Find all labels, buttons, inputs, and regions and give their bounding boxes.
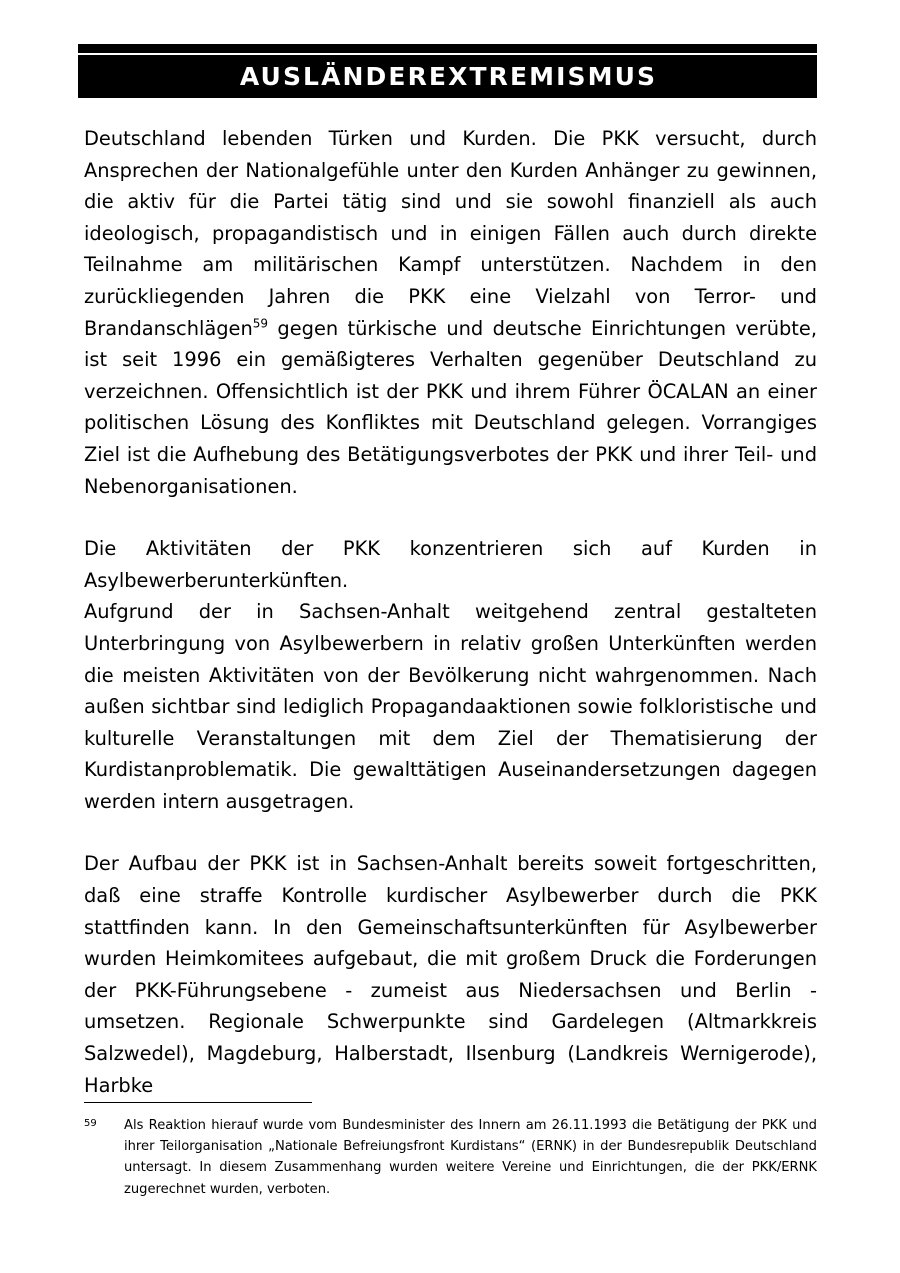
body-text-column bbox=[84, 123, 817, 1101]
paragraph-2: Die Aktivitäten der PKK konzentrieren sich auf Kurden in Asylbewerberunterkünften. bbox=[84, 537, 817, 592]
section-header-banner bbox=[78, 44, 817, 98]
footnote-text: Als Reaktion hierauf wurde vom Bundesminister des Innern am 26.11.1993 die Betätigung der PKK und ihrer Teilorganisation „Nationale Befreiungsfront Kurdistans“ (ERNK) in der Bundesrepublik Deutschland untersagt. In diesem Zusammenhang wurden weitere Vereine und Einrichtungen, die der PKK/ERNK zugerechnet wurden, verboten. bbox=[124, 1118, 817, 1197]
footnote-block bbox=[84, 1102, 817, 1200]
footnote-reference-59[interactable]: 59 bbox=[252, 316, 269, 331]
paragraph-1-part-b: gegen türkische und deutsche Einrichtungen verübte, ist seit 1996 ein gemäßigteres Verhalten gegenüber Deutschland zu verzeichnen. Offensichtlich ist der PKK und ihrem Führer ÖCALAN an einer politischen Lösung des Konfliktes mit Deutschland gelegen. Vorrangiges Ziel ist die Aufhebung des Betätigungsverbotes der PKK und ihrer Teil- und Nebenorganisationen. bbox=[84, 316, 817, 498]
header-top-rule bbox=[78, 44, 817, 53]
footnote-separator-rule bbox=[84, 1102, 312, 1103]
paragraph-spacer-2 bbox=[84, 817, 817, 848]
paragraph-1-part-a: Deutschland lebenden Türken und Kurden. Die PKK versucht, durch Ansprechen der Nationalgefühle unter den Kurden Anhänger zu gewinnen, die aktiv für die Partei tätig sind und sie sowohl finanziell als auch ideologisch, propagandistisch und in einigen Fällen auch durch direkte Teilnahme am militärischen Kampf unterstützen. Nachdem in den zurückliegenden Jahren die PKK eine Vielzahl von Terror- und Brandanschlägen bbox=[84, 127, 817, 340]
page-title: AUSLÄNDEREXTREMISMUS bbox=[239, 62, 658, 91]
header-title-bar bbox=[78, 55, 817, 98]
paragraph-3: Aufgrund der in Sachsen-Anhalt weitgehend zentral gestalteten Unterbringung von Asylbewerbern in relativ großen Unterkünften werden die meisten Aktivitäten von der Bevölkerung nicht wahrgenommen. Nach außen sichtbar sind lediglich Propagandaaktionen sowie folkloristische und kulturelle Veranstaltungen mit dem Ziel der Thematisierung der Kurdistanproblematik. Die gewalttätigen Auseinandersetzungen dagegen werden intern ausgetragen. bbox=[84, 600, 817, 813]
footnote-entry bbox=[84, 1115, 817, 1200]
footnote-marker: 59 bbox=[84, 1118, 97, 1129]
paragraph-1 bbox=[84, 123, 817, 502]
paragraph-spacer-1 bbox=[84, 502, 817, 533]
paragraph-4: Der Aufbau der PKK ist in Sachsen-Anhalt bereits soweit fortgeschritten, daß eine straffe Kontrolle kurdischer Asylbewerber durch die PKK stattfinden kann. In den Gemeinschaftsunterkünften für Asylbewerber wurden Heimkomitees aufgebaut, die mit großem Druck die Forderungen der PKK-Führungsebene - zumeist aus Niedersachsen und Berlin - umsetzen. Regionale Schwerpunkte sind Gardelegen (Altmarkkreis Salzwedel), Magdeburg, Halberstadt, Ilsenburg (Landkreis Wernigerode), Harbke bbox=[84, 852, 817, 1097]
